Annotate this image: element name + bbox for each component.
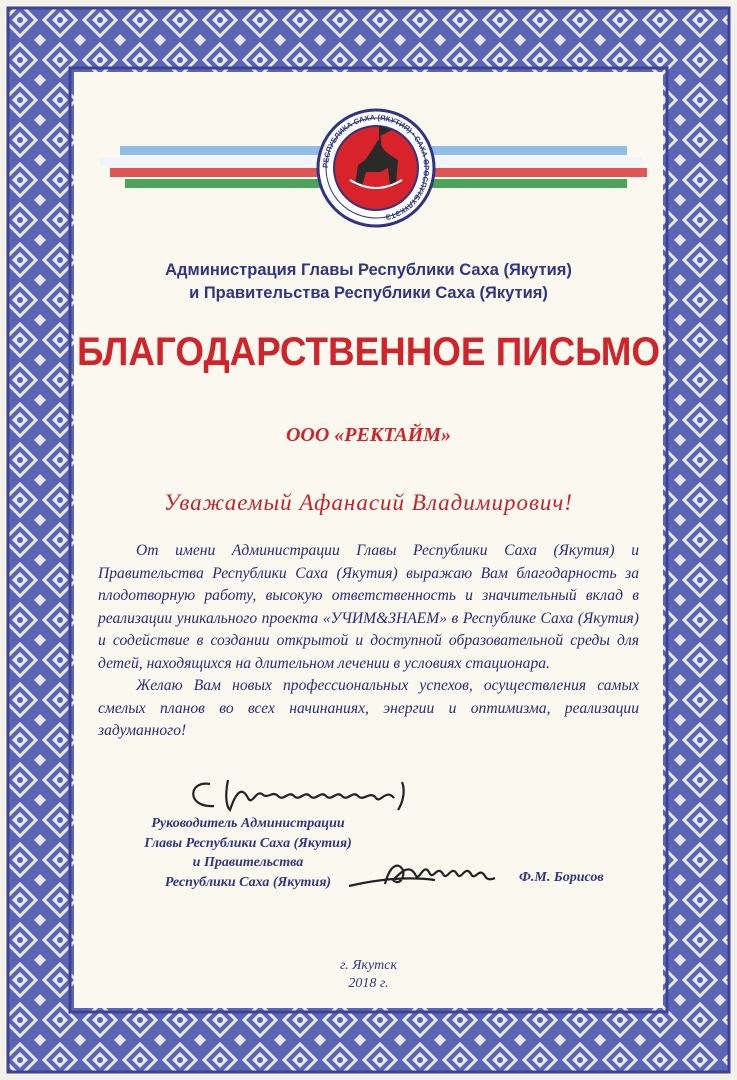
recipient-company: ООО «РЕКТАЙМ» (285, 424, 452, 446)
letter-body (98, 540, 639, 743)
signer-line-4: Республики Саха (Якутия) (164, 874, 332, 890)
paragraph-2: Желаю Вам новых профессиональных успехов, осуществления самых смелых планов во всех начинаниях, энергии и оптимизма, реализации задуманного! (98, 677, 639, 739)
svg-text:РЕСПУБЛИКА САХА (ЯКУТИЯ) • САХ (321, 113, 431, 222)
city: г. Якутск (339, 958, 398, 973)
signature-scribble-1 (180, 770, 430, 820)
year: 2018 г. (348, 976, 389, 991)
emblem-ring-text-layer (0, 0, 737, 240)
paragraph-1: От имени Администрации Главы Республики Саха (Якутия) и Правительства Республики Саха (Якутия) выражаю Вам благодарность за плодотворную работу, высокую ответственность и значительный вклад в реализации уникального проекта «УЧИМ&ЗНАЕМ» в Республике Саха (Якутия) и содействие в создании открытой и доступной образовательной среды для детей, находящихся на длительном лечении в условиях стационара. (98, 542, 639, 672)
issuer-line-2: и Правительства Республики Саха (Якутия) (189, 284, 548, 302)
signer-title (118, 814, 378, 892)
signer-line-1: Руководитель Администрации (151, 816, 345, 831)
signer-line-2: Главы Республики Саха (Якутия) (144, 835, 352, 851)
emblem-ring-text: РЕСПУБЛИКА САХА (ЯКУТИЯ) • САХА ӨРӨСПҮҮБҮЛҮКЭТЭ (320, 112, 432, 223)
signer-line-3: и Правительства (192, 855, 304, 870)
document-title: БЛАГОДАРСТВЕННОЕ ПИСЬМО (77, 330, 660, 374)
signature-scribble-2 (345, 850, 525, 900)
signer-name: Ф.М. Борисов (519, 870, 604, 885)
issuer-line-1: Администрация Главы Республики Саха (Якутия) (165, 261, 572, 279)
greeting: Уважаемый Афанасий Владимирович! (163, 490, 574, 515)
